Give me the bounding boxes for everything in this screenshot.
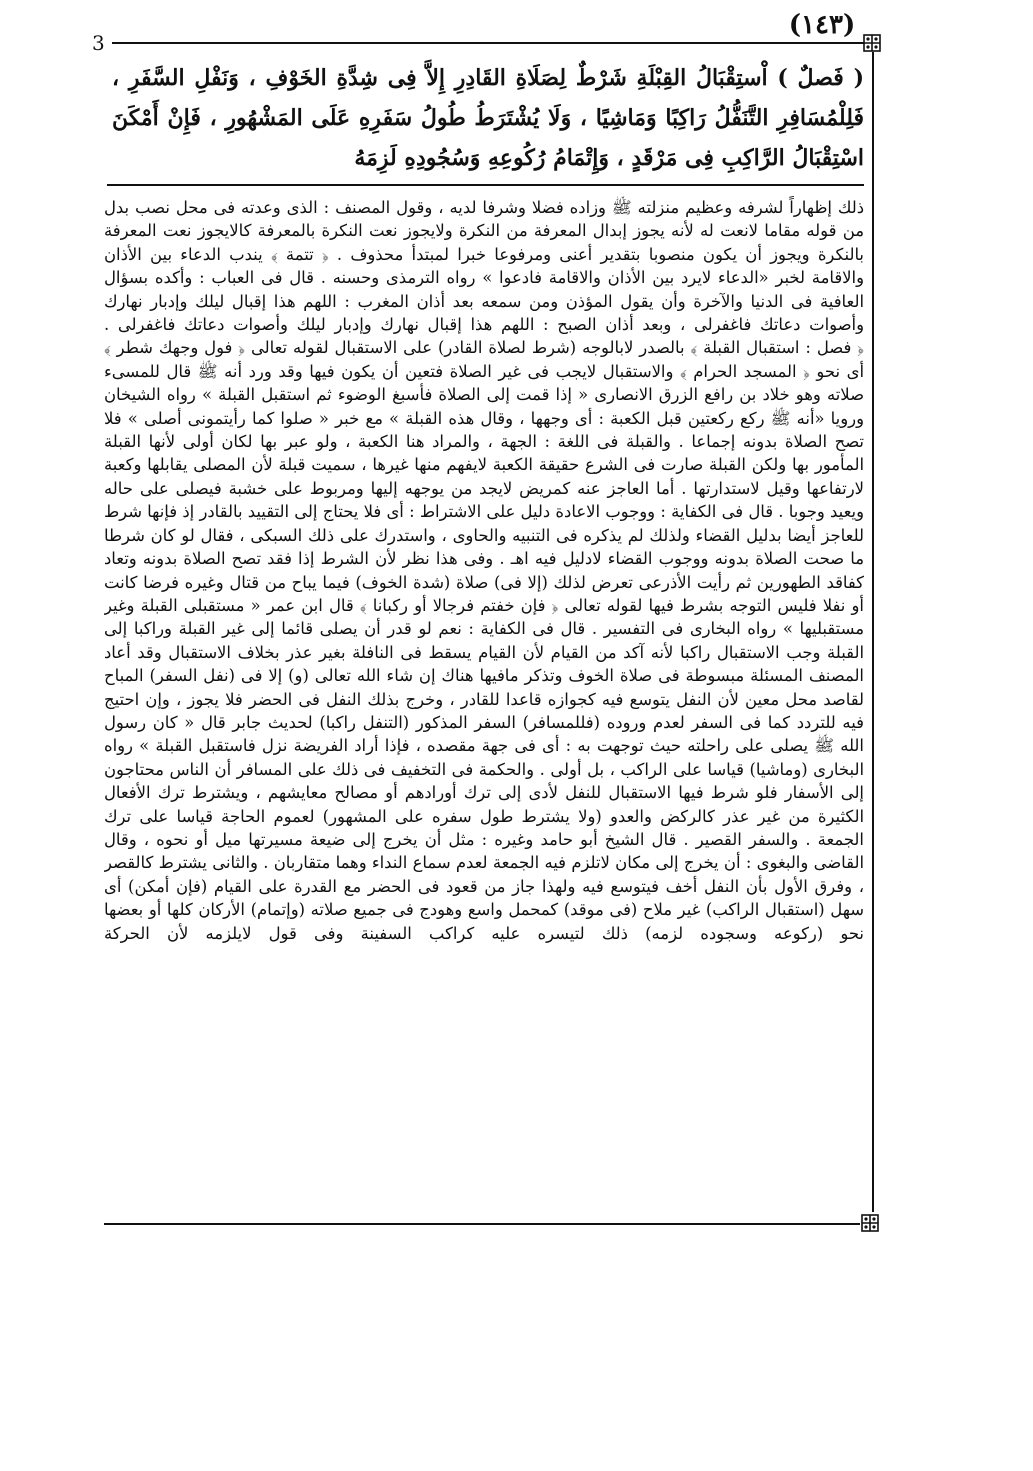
commentary-paragraph: ذلك إظهاراً لشرفه وعظيم منزلته ﷺ وزاده فضلا وشرفا لديه ، وقول المصنف : الذى وعدته فى محل نصب بدل من قوله مقاما لانعت له لأنه يجوز إبدال المعرفة من النكرة ولايجوز نعت النكرة بالمعرفة كالايجوز نعت المعرفة بالنكرة ويجوز أن يكون منصوبا بتقدير أعنى ومرفوعا خبرا لمبتدأ محذوف . ﴿ تتمة ﴾ يندب الدعاء بين الأذان والاقامة لخبر «الدعاء لايرد بين الأذان والاقامة فادعوا » رواه الترمذى وحسنه . قال فى العباب : وأكده بسؤال العافية فى الدنيا والآخرة وأن يقول المؤذن ومن سمعه بعد أذان المغرب : اللهم هذا إقبال ليلك وإدبار نهارك وأصوات دعاتك فاغفرلى ، وبعد أذان الصبح : اللهم هذا إقبال نهارك وإدبار ليلك وأصوات دعاتك فاغفرلى . [104, 198, 864, 335]
side-rule [872, 52, 874, 1212]
ornament-icon [862, 33, 882, 53]
page-number: (١٤٣) [788, 10, 856, 40]
top-rule [112, 42, 864, 44]
section-divider [107, 184, 864, 186]
commentary-paragraph: ﴿ فصل : استقبال القبلة ﴾ بالصدر لابالوجه (شرط لصلاة القادر) على الاستقبال لقوله تعالى ﴿ فول وجهك شطر ﴾ أى نحو ﴿ المسجد الحرام ﴾ والاستقبال لايجب فى غير الصلاة فتعين أن يكون فيها وقد ورد أنه ﷺ قال للمسىء صلاته وهو خلاد بن رافع الزرق الانصارى « إذا قمت إلى الصلاة فأسبغ الوضوء ثم استقبل القبلة » رواه الشيخان ورويا «أنه ﷺ ركع ركعتين قبل الكعبة : أى وجهها ، وقال هذه القبلة » مع خبر « صلوا كما رأيتمونى أصلى » فلا تصح الصلاة بدونه إجماعا . والقبلة فى اللغة : الجهة ، والمراد هنا الكعبة ، ولو عبر بها لكان أولى لأنها القبلة المأمور بها ولكن القبلة صارت فى الشرع حقيقة الكعبة لايفهم منها غيرها ، سميت قبلة لأن المصلى يقابلها وكعبة لارتفاعها وقيل لاستدارتها . أما العاجز عنه كمريض لايجد من يوجهه إليها ومربوط على خشبة فيصلى على حاله ويعيد وجوبا . قال فى الكفاية : ووجوب الاعادة دليل على الاشتراط : أى فلا يحتاج إلى التقييد بالقادر إذ فإنها شرط للعاجز أيضا بدليل القضاء ولذلك لم يذكره فى التنبيه والحاوى ، واستدرك على ذلك السبكى ، فقال لو كان شرطا ما صحت الصلاة بدونه ووجوب القضاء لادليل فيه اهـ . وفى هذا نظر لأن الشرط إذا فقد تصح الصلاة بدونه وتعاد كفاقد الطهورين ثم رأيت الأذرعى تعرض لذلك (إلا فى) صلاة (شدة الخوف) فيما يباح من قتال وغيره فرضا كانت أو نفلا فليس التوجه بشرط فيها لقوله تعالى ﴿ فإن خفتم فرجالا أو ركبانا ﴾ قال ابن عمر « مستقبلى القبلة وغير مستقبليها » رواه البخارى فى التفسير . قال فى الكفاية : نعم لو قدر أن يصلى قائما إلى غير القبلة وراكبا إلى القبلة وجب الاستقبال راكبا لأنه آكد من القيام لأن القيام يسقط فى النافلة بغير عذر بخلاف الاستقبال وقد أعاد المصنف المسئلة مبسوطة فى صلاة الخوف وتذكر مافيها هناك إن شاء الله تعالى (و) إلا فى (نفل السفر) المباح لقاصد محل معين لأن النفل يتوسع فيه كجوازه قاعدا للقادر ، وخرج بذلك النفل فى الحضر فلا يجوز ، وإن احتيج فيه للتردد كما فى السفر لعدم وروده (فللمسافر) السفر المذكور (التنفل راكبا) لحديث جابر قال « كان رسول الله ﷺ يصلى على راحلته حيث توجهت به : أى فى جهة مقصده ، فإذا أراد الفريضة نزل فاستقبل القبلة » رواه البخارى (وماشيا) قياسا على الراكب ، بل أولى . والحكمة فى التخفيف فى ذلك على المسافر أن الناس محتاجون إلى الأسفار فلو شرط فيها الاستقبال للنفل لأدى إلى ترك أورادهم أو مصالح معايشهم ، ويشترط ترك الأفعال الكثيرة من غير عذر كالركض والعدو (ولا يشترط طول سفره على المشهور) لعموم الحاجة قياسا على ترك الجمعة . والسفر القصير . قال الشيخ أبو حامد وغيره : مثل أن يخرج إلى ضيعة مسيرتها ميل أو نحوه ، وقال القاضى والبغوى : أن يخرج إلى مكان لاتلزم فيه الجمعة لعدم سماع النداء وهما متقاربان . والثانى يشترط كالقصر ، وفرق الأول بأن النفل أخف فيتوسع فيه ولهذا جاز من قعود فى الحضر مع القدرة على القيام (فإن أمكن) أى سهل (استقبال الراكب) غير ملاح (فى موقد) كمحمل واسع وهودج فى جميع صلاته (وإتمام) الأركان كلها أو بعضها نحو (ركوعه وسجوده لزمه) ذلك لتيسره عليه كراكب السفينة وفى قول لايلزمه لأن الحركة [104, 338, 864, 943]
bottom-rule [104, 1223, 860, 1225]
margin-mark: 3 [92, 31, 105, 55]
ornament-icon [860, 1213, 880, 1233]
commentary-text [104, 196, 864, 1208]
main-text: ( فَصلٌ ) اْستِقْبَالُ القِبْلَةِ شَرْطٌ لِصَلَاةِ القَادِرِ إِلاَّ فِى شِدَّةِ الخَوْفِ ، وَنَفْلِ السَّفَرِ ، فَلِلْمُسَافِرِ التَّنَفُّلُ رَاكِبًا وَمَاشِيًا ، وَلَا يُشْتَرَطُ طُولُ سَفَرِهِ عَلَى المَشْهُورِ ، فَإِنْ أَمْكَنَ اسْتِقْبَالُ الرَّاكِبِ فِى مَرْقَدٍ ، وَإِتْمَامُ رُكُوعِهِ وَسُجُودِهِ لَزِمَهُ [112, 65, 864, 171]
